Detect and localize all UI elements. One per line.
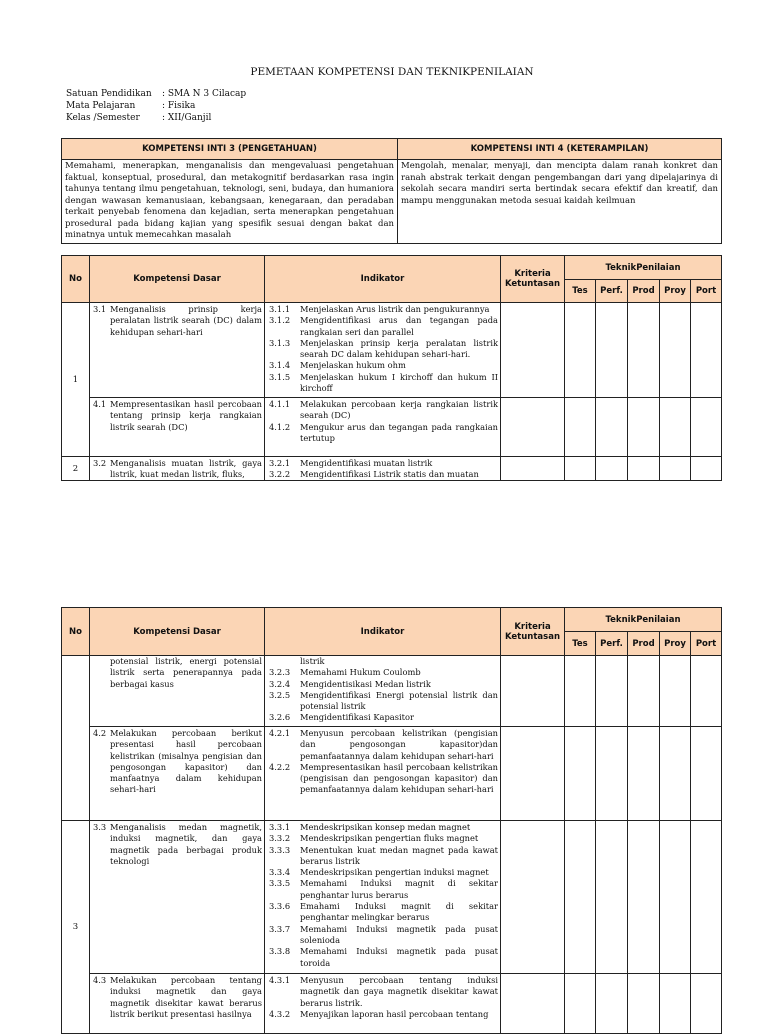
indikator-item: 3.3.6 Emahami Induksi magnit di sekitar penghantar melingkar berarus bbox=[269, 901, 498, 923]
indikator-cell bbox=[265, 398, 501, 457]
kd-text: Menganalisis medan magnetik, induksi magnetik, dan gaya magnetik pada berbagai produk teknologi bbox=[110, 822, 262, 866]
indikator-item: 3.1.1 Menjelaskan Arus listrik dan pengukurannya bbox=[269, 304, 490, 314]
indikator-item: 3.2.2 Mengidentifikasi Listrik statis dan muatan bbox=[269, 469, 479, 480]
indikator-cell bbox=[265, 656, 501, 727]
meta-value: : Fisika bbox=[162, 101, 196, 111]
header-teknik: TeknikPenilaian bbox=[565, 256, 722, 280]
header-indikator: Indikator bbox=[265, 608, 501, 656]
header-perf: Perf. bbox=[596, 280, 628, 303]
meta-row bbox=[66, 112, 246, 124]
ki4-header: KOMPETENSI INTI 4 (KETERAMPILAN) bbox=[398, 139, 722, 160]
kd-text: Mempresentasikan hasil percobaan tentang prinsip kerja rangkaian listrik searah (DC) bbox=[110, 399, 262, 432]
indikator-item: 3.2.3 Memahami Hukum Coulomb bbox=[269, 667, 421, 678]
header-kd: Kompetensi Dasar bbox=[90, 608, 265, 656]
indikator-item: 4.2.1 Menyusun percobaan kelistrikan (pengisian dan pengosongan kapasitor)dan pemanfaatannya dalam kehidupan sehari-hari bbox=[269, 728, 498, 761]
kd-text: Melakukan percobaan berikut presentasi hasil percobaan kelistrikan (misalnya pengisian dan pengosongan kapasitor) dan manfaatnya dalam kehidupan sehari-hari bbox=[110, 728, 262, 795]
indikator-item: 3.1.4 Menjelaskan hukum ohm bbox=[269, 360, 406, 371]
indikator-item: 3.3.7 Memahami Induksi magnetik pada pusat solenioda bbox=[269, 923, 498, 945]
indikator-item: 3.2.5 Mengidentifikasi Energi potensial listrik dan potensial listrik bbox=[269, 689, 498, 712]
indikator-item: 4.2.2 Mempresentasikan hasil percobaan kelistrikan (pengisisan dan pengosongan kapasitor) dan pemanfaatannya dalam kehidupan sehari-hari bbox=[269, 761, 498, 795]
indikator-item: 3.3.3 Menentukan kuat medan magnet pada kawat berarus listrik bbox=[269, 844, 498, 866]
indikator-item: 3.1.5 Menjelaskan hukum I kirchoff dan hukum II kirchoff bbox=[269, 371, 498, 394]
indikator-item: 3.2.1 Mengidentifikasi muatan listrik bbox=[269, 458, 433, 468]
indikator-item: 3.2.4 Mengidentisikasi Medan listrik bbox=[269, 678, 431, 689]
header-perf: Perf. bbox=[596, 632, 628, 656]
header-port: Port bbox=[691, 280, 722, 303]
ki4-text: Mengolah, menalar, menyaji, dan mencipta dalam ranah konkret dan ranah abstrak terkait dengan pengembangan dari yang dipelajarinya di sekolah secara mandiri serta bertindak secara efektif dan kreatif, dan mampu menggunakan metoda sesuai kaidah keilmuan bbox=[398, 160, 722, 244]
indikator-cell bbox=[265, 727, 501, 821]
meta-value: : SMA N 3 Cilacap bbox=[162, 89, 247, 99]
kriteria-cell bbox=[501, 974, 565, 1034]
indikator-cell bbox=[265, 821, 501, 974]
indikator-item: 4.1.1 Melakukan percobaan kerja rangkaian listrik searah (DC) bbox=[269, 399, 498, 421]
kd-cell bbox=[90, 656, 265, 727]
indikator-item: 4.1.2 Mengukur arus dan tegangan pada rangkaian tertutup bbox=[269, 421, 498, 443]
kd-number: 4.3 bbox=[93, 975, 107, 985]
header-no: No bbox=[62, 608, 90, 656]
header-indikator: Indikator bbox=[265, 256, 501, 303]
indikator-cell bbox=[265, 303, 501, 398]
indikator-item: 3.3.4 Mendeskripsikan pengertian induksi magnet bbox=[269, 867, 489, 878]
indikator-item: listrik bbox=[300, 656, 325, 666]
ki3-header: KOMPETENSI INTI 3 (PENGETAHUAN) bbox=[62, 139, 398, 160]
kd-text: Menganalisis muatan listrik, gaya listrik, kuat medan listrik, fluks, bbox=[110, 458, 262, 480]
kd-number: 4.1 bbox=[93, 399, 107, 409]
kd-cell bbox=[90, 398, 265, 457]
competency-table-2 bbox=[61, 607, 722, 1034]
indikator-item: 3.3.2 Mendeskripsikan pengertian fluks magnet bbox=[269, 833, 479, 844]
kd-cell bbox=[90, 974, 265, 1034]
row-number bbox=[62, 656, 90, 821]
kd-cell bbox=[90, 821, 265, 974]
kriteria-cell bbox=[501, 457, 565, 481]
kd-cell bbox=[90, 303, 265, 398]
indikator-item: 4.3.1 Menyusun percobaan tentang induksi magnetik dan gaya magnetik disekitar kawat berarus listrik. bbox=[269, 975, 498, 1008]
kd-cell bbox=[90, 727, 265, 821]
indikator-cell bbox=[265, 974, 501, 1034]
kd-number: 3.2 bbox=[93, 458, 107, 468]
meta-label: Mata Pelajaran bbox=[66, 101, 136, 111]
ki3-text: Memahami, menerapkan, menganalisis dan mengevaluasi pengetahuan faktual, konseptual, prosedural, dan metakognitif berdasarkan rasa ingin tahunya tentang ilmu pengetahuan, teknologi, seni, budaya, dan humaniora dengan wawasan kemanusiaan, kebangsaan, kenegaraan, dan peradaban terkait penyebab fenomena dan kejadian, serta menerapkan pengetahuan prosedural pada bidang kajian yang spesifik sesuai dengan bakat dan minatnya untuk memecahkan masalah bbox=[62, 160, 398, 244]
kriteria-cell bbox=[501, 656, 565, 727]
header-port: Port bbox=[691, 632, 722, 656]
header-no: No bbox=[62, 256, 90, 303]
kd-text: potensial listrik, energi potensial listrik serta penerapannya pada berbagai kasus bbox=[110, 656, 262, 689]
indikator-cell bbox=[265, 457, 501, 481]
header-prod: Prod bbox=[628, 280, 660, 303]
kd-text: Melakukan percobaan tentang induksi magnetik dan gaya magnetik disekitar kawat berarus listrik berikut presentasi hasilnya bbox=[110, 975, 262, 1019]
header-kd: Kompetensi Dasar bbox=[90, 256, 265, 303]
kd-cell bbox=[90, 457, 265, 481]
kriteria-cell bbox=[501, 727, 565, 821]
meta-row bbox=[66, 88, 246, 100]
kriteria-cell bbox=[501, 303, 565, 398]
document-meta bbox=[66, 88, 246, 124]
indikator-item: 4.3.2 Menyajikan laporan hasil percobaan tentang bbox=[269, 1008, 489, 1019]
indikator-item: 3.3.1 Mendeskripsikan konsep medan magnet bbox=[269, 822, 471, 832]
header-kriteria: Kriteria Ketuntasan bbox=[501, 608, 565, 656]
header-tes: Tes bbox=[565, 280, 596, 303]
kd-number: 3.3 bbox=[93, 822, 107, 832]
indikator-item: 3.3.5 Memahami Induksi magnit di sekitar penghantar lurus berarus bbox=[269, 878, 498, 900]
kd-number: 3.1 bbox=[93, 304, 107, 314]
kriteria-cell bbox=[501, 821, 565, 974]
row-number: 2 bbox=[62, 457, 90, 481]
kriteria-cell bbox=[501, 398, 565, 457]
header-proy: Proy bbox=[660, 632, 691, 656]
header-proy: Proy bbox=[660, 280, 691, 303]
meta-row bbox=[66, 100, 246, 112]
header-prod: Prod bbox=[628, 632, 660, 656]
kompetensi-inti-table bbox=[61, 138, 722, 244]
header-kriteria: Kriteria Ketuntasan bbox=[501, 256, 565, 303]
indikator-item: 3.2.6 Mengidentifikasi Kapasitor bbox=[269, 712, 414, 723]
kd-number: 4.2 bbox=[93, 728, 107, 738]
indikator-item: 3.1.2 Mengidentifikasi arus dan tegangan pada rangkaian seri dan parallel bbox=[269, 315, 498, 337]
meta-value: : XII/Ganjil bbox=[162, 113, 212, 123]
meta-label: Kelas /Semester bbox=[66, 113, 140, 123]
header-tes: Tes bbox=[565, 632, 596, 656]
meta-label: Satuan Pendidikan bbox=[66, 89, 152, 99]
row-number: 3 bbox=[62, 821, 90, 1034]
header-teknik: TeknikPenilaian bbox=[565, 608, 722, 632]
row-number: 1 bbox=[62, 303, 90, 457]
indikator-item: 3.3.8 Memahami Induksi magnetik pada pusat toroida bbox=[269, 946, 498, 968]
indikator-item: 3.1.3 Menjelaskan prinsip kerja peralatan listrik searah DC dalam kehidupan sehari-hari. bbox=[269, 337, 498, 360]
kd-text: Menganalisis prinsip kerja peralatan listrik searah (DC) dalam kehidupan sehari-hari bbox=[110, 304, 262, 337]
document-title: PEMETAAN KOMPETENSI DAN TEKNIKPENILAIAN bbox=[250, 66, 534, 78]
competency-table-1 bbox=[61, 255, 722, 481]
